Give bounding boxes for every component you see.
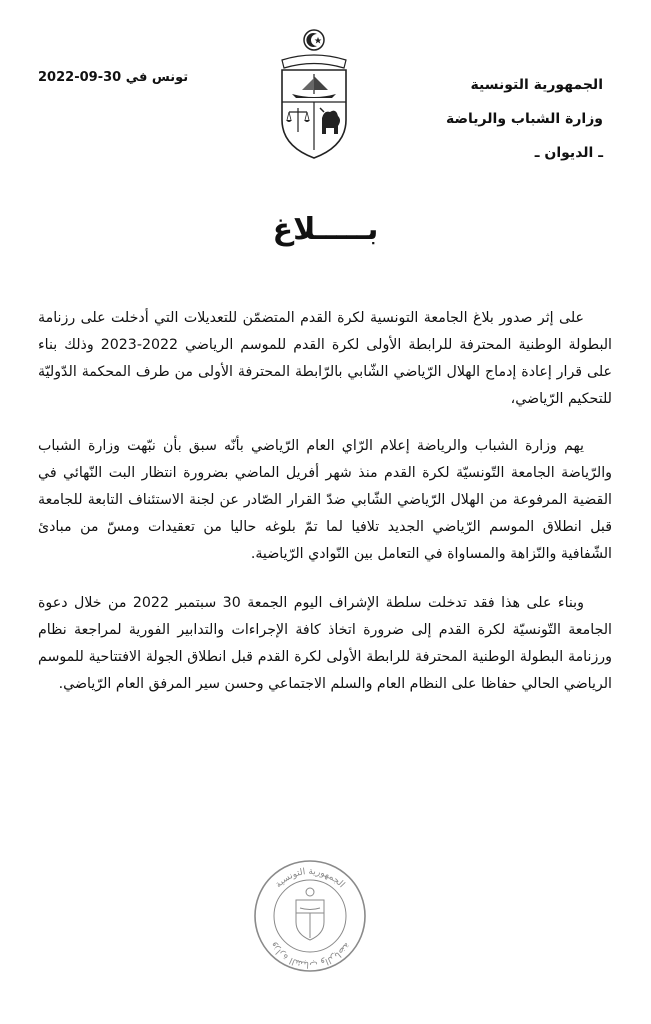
paragraph: على إثر صدور بلاغ الجامعة التونسية لكرة القدم المتضمّن للتعديلات التي أدخلت على رزنامة البطولة الوطنية المحترفة للرابطة الأولى لكرة القدم للموسم الرياضي 2022-2023 وذلك بناء على قرار إعادة إدماج الهلال الرّياضي الشّابي بالرّابطة المحترفة الأولى من طرف المحكمة الدّوليّة للتحكيم الرّياضي، [38,310,612,407]
ministry-stamp [252,858,368,974]
stamp-emblem-icon [296,888,324,940]
header-issuer [446,68,603,170]
republic-name: الجمهورية التونسية [470,77,603,93]
document-body [38,305,612,698]
document-title: بـــــلاغ [272,212,379,247]
city-date: تونس في 30-09-2022 [38,70,189,85]
department-name: ـ الديوان ـ [534,145,603,161]
svg-text:وزارة الشباب والرياضة [268,940,351,969]
stamp-top-text: الجمهورية التونسية [273,866,347,891]
ministry-name: وزارة الشباب والرياضة [446,111,603,127]
tunisia-coat-of-arms-icon [268,28,360,164]
paragraph: وبناء على هذا فقد تدخلت سلطة الإشراف اليوم الجمعة 30 سبتمبر 2022 من خلال دعوة الجامعة التّونسيّة لكرة القدم إلى ضرورة اتخاذ كافة الإجراءات والتدابير الفورية لمراجعة نظام ورزنامة البطولة الوطنية المحترفة للرابطة الأولى لكرة القدم قبل انطلاق الجولة الافتتاحية للموسم الرياضي الحالي حفاظا على النظام العام والسلم الاجتماعي وحسن سير المرفق العام الرّياضي. [38,595,612,692]
stamp-bottom-text: وزارة الشباب والرياضة [268,940,352,970]
paragraph: يهم وزارة الشباب والرياضة إعلام الرّاي العام الرّياضي بأنّه سبق بأن نبّهت وزارة الشباب والرّياضة الجامعة التّونسيّة لكرة القدم منذ شهر أفريل الماضي بضرورة انتظار البت النّهائي في القضية المرفوعة من الهلال الرّياضي الشّابي ضدّ القرار الصّادر عن لجنة الاستئناف التابعة للجامعة قبل انطلاق الموسم الرّياضي الجديد تلافيا لما تمّ بلوغه حاليا من تعقيدات ومسّ من مبادئ الشّفافية والنّزاهة والمساواة في التعامل بين النّوادي الرّياضية. [38,438,612,562]
svg-text:الجمهورية التونسية [274,867,347,890]
